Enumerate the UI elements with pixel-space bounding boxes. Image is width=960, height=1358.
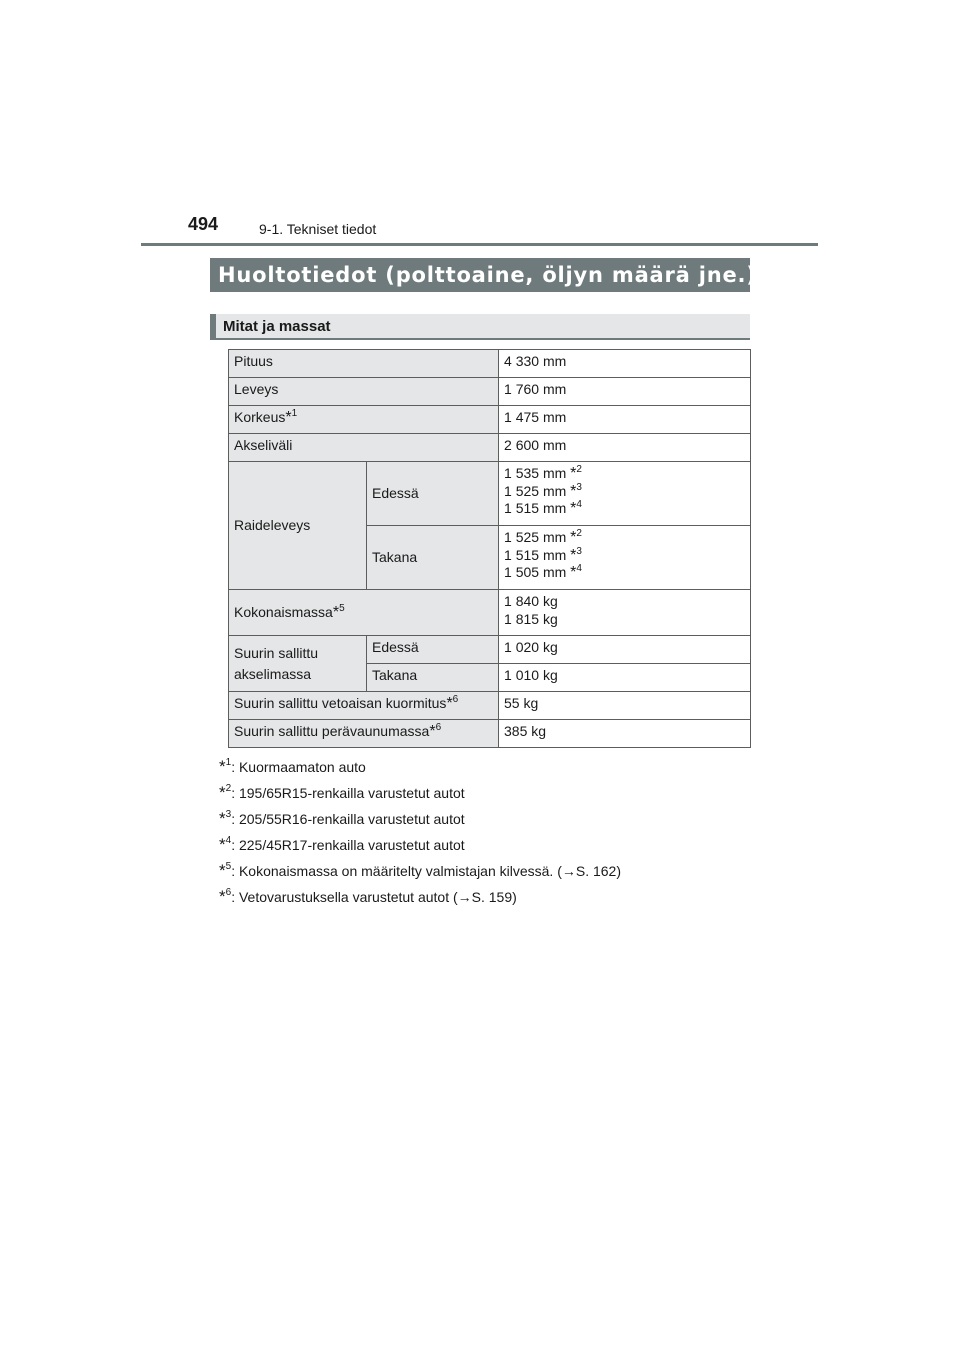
page-title-bar [210, 258, 757, 292]
cell-sublabel: Edessä [367, 636, 499, 664]
label-text: Suurin sallittu perävaunumassa [234, 723, 430, 739]
label-text: Kokonaismassa [234, 603, 333, 620]
footnote-ref: 6 [435, 722, 442, 733]
cell-label: Pituus [229, 350, 499, 378]
cell-value: 1 010 kg [499, 664, 751, 692]
label-text: Korkeus [234, 409, 286, 425]
footnote-mark: * [285, 409, 292, 426]
value-line [504, 564, 745, 582]
footnote-ref: 5 [339, 602, 345, 614]
footnote-number: 4 [225, 835, 232, 846]
cell-value: 2 600 mm [499, 434, 751, 462]
cell-sublabel: Edessä [367, 462, 499, 526]
cell-value [499, 462, 751, 526]
value-line: 1 840 kg [504, 593, 558, 609]
page-number: 494 [188, 214, 219, 234]
footnote-ref: 4 [576, 563, 582, 574]
value-text: 1 515 mm [504, 546, 571, 563]
footnote-text: : Vetovarustuksella varustetut autot (→S. 159) [231, 889, 517, 905]
table-row [229, 434, 751, 462]
value-text: 1 535 mm [504, 465, 571, 481]
section-subheading-bar [210, 314, 750, 340]
footnote-mark: * [219, 861, 226, 880]
table-row [229, 406, 751, 434]
cell-label [229, 692, 499, 720]
footnote-mark: * [570, 529, 577, 546]
table-row [229, 692, 751, 720]
cell-sublabel: Takana [367, 664, 499, 692]
footnote-ref: 4 [576, 499, 582, 510]
footnote [219, 884, 779, 910]
section-subheading: Mitat ja massat [223, 317, 331, 335]
value-text: 1 525 mm [504, 529, 571, 545]
footnote-mark: * [219, 809, 226, 828]
footnote-number: 2 [225, 783, 232, 794]
footnote-text: : 205/55R16-renkailla varustetut autot [231, 811, 465, 827]
footnote-mark: * [570, 500, 577, 517]
cell-value [499, 526, 751, 590]
footnote-ref: 6 [452, 694, 459, 705]
value-text: 1 505 mm [504, 564, 571, 580]
footnote-ref: 3 [576, 545, 582, 557]
footnote-mark: * [570, 564, 577, 581]
footnote [219, 832, 779, 858]
dimensions-weights-table [228, 349, 751, 748]
cell-sublabel: Takana [367, 526, 499, 590]
footnote-ref: 3 [576, 481, 582, 493]
footnote [219, 754, 779, 780]
label-line: akselimassa [234, 665, 312, 682]
footnote-mark: * [219, 783, 226, 802]
cell-label [229, 636, 367, 692]
footnote-mark: * [219, 757, 226, 776]
footnote-number: 5 [225, 861, 232, 872]
cell-value: 1 760 mm [499, 378, 751, 406]
value-line [504, 465, 745, 483]
footnote-text: : 225/45R17-renkailla varustetut autot [231, 837, 465, 853]
cell-label: Akseliväli [229, 434, 499, 462]
footnotes [219, 754, 779, 910]
footnote-number: 6 [225, 887, 232, 898]
header-divider [141, 243, 818, 246]
footnote-mark: * [219, 835, 226, 854]
label-line: Suurin sallittu [234, 645, 319, 661]
table-row [229, 590, 751, 636]
footnote-number: 1 [225, 757, 232, 768]
footnote-text: : Kokonaismassa on määritelty valmistajan kilvessä. (→S. 162) [231, 863, 622, 879]
cell-value [499, 590, 751, 636]
footnote [219, 858, 779, 884]
footnote-mark: * [446, 695, 453, 712]
footnote-ref: 2 [576, 464, 582, 475]
footnote-number: 3 [225, 809, 232, 820]
cell-label: Leveys [229, 378, 499, 406]
page-title: Huoltotiedot (polttoaine, öljyn määrä jne.) [218, 263, 757, 287]
value-line [504, 500, 745, 518]
footnote-mark: * [332, 603, 340, 621]
cell-value: 55 kg [499, 692, 751, 720]
cell-value: 4 330 mm [499, 350, 751, 378]
table-row [229, 720, 751, 748]
cell-label [229, 406, 499, 434]
cell-label: Raideleveys [229, 462, 367, 590]
label-text: Suurin sallittu vetoaisan kuormitus [234, 695, 447, 711]
footnote-text: : 195/65R15-renkailla varustetut autot [231, 785, 465, 801]
footnote-ref: 2 [576, 528, 582, 539]
footnote-mark: * [570, 465, 577, 482]
value-line [504, 529, 745, 547]
footnote-ref: 1 [291, 408, 298, 419]
footnote-mark: * [429, 723, 436, 740]
footnote-mark: * [570, 546, 577, 564]
footnote-mark: * [570, 482, 577, 500]
footnote [219, 780, 779, 806]
cell-value: 385 kg [499, 720, 751, 748]
section-reference: 9-1. Tekniset tiedot [259, 221, 377, 237]
table-row [229, 378, 751, 406]
cell-value: 1 475 mm [499, 406, 751, 434]
cell-label [229, 590, 499, 636]
value-line [504, 547, 745, 565]
value-line: 1 815 kg [504, 610, 558, 627]
table-row [229, 462, 751, 526]
value-text: 1 515 mm [504, 500, 571, 516]
table-row [229, 350, 751, 378]
value-text: 1 525 mm [504, 482, 571, 499]
value-line [504, 483, 745, 501]
table-row [229, 636, 751, 664]
cell-value: 1 020 kg [499, 636, 751, 664]
footnote-text: : Kuormaamaton auto [231, 759, 366, 775]
footnote [219, 806, 779, 832]
footnote-mark: * [219, 887, 226, 906]
cell-label [229, 720, 499, 748]
